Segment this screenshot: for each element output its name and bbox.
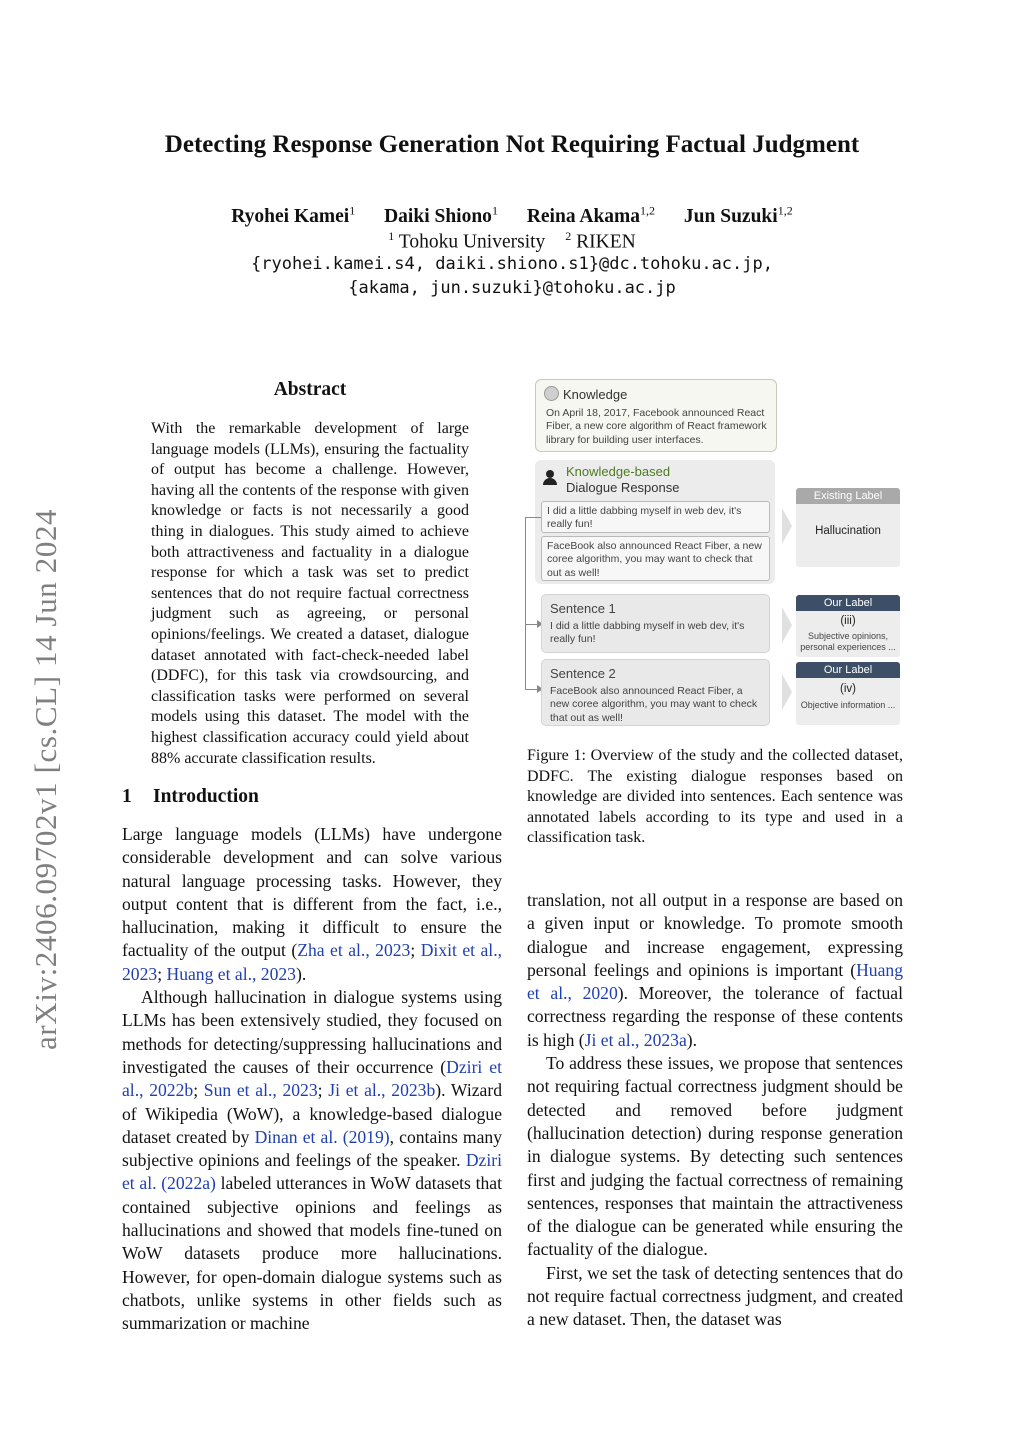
knowledge-title: Knowledge	[563, 387, 628, 402]
label-description: Objective information ...	[800, 700, 896, 710]
label-value: (iv)	[840, 683, 856, 695]
sentence-2-box	[541, 659, 770, 726]
response-sentence-1: I did a little dabbing myself in web dev, it's really fun!	[541, 501, 770, 533]
email-line: {akama, jun.suzuki}@tohoku.ac.jp	[348, 278, 676, 298]
abstract-text: With the remarkable development of large language models (LLMs), ensuring the factuality of output has become a challenge. However, having all the contents of the response with given knowledge or facts is not necessarily a good thing in dialogues. This study aimed to achieve both attractiveness and factuality in a dialogue response for which a task was set to predict sentences that do not require factual correctness judgment such as agreeing, or personal opinions/feelings. We created a dataset, dialogue dataset annotated with fact-check-needed label (DDFC), for this task via crowdsourcing, and classification tasks were performed on several models using this dataset. The model with the highest classification accuracy could yield about 88% accurate classification results.	[151, 420, 469, 767]
left-column-body	[122, 823, 502, 1336]
sentence-label: Sentence 1	[550, 601, 616, 616]
citation-link[interactable]: (2022a)	[161, 1173, 216, 1194]
paragraph: Although hallucination in dialogue systems using LLMs has been extensively studied, they focused on methods for detecting/suppressing hallucinations and investigated the causes of their occurrence (Dziri et al., 2022b; Sun et al., 2023; Ji et al., 2023b). Wizard of Wikipedia (WoW), a knowledge-based dialogue dataset created by Dinan et al. (2019), contains many subjective opinions and feelings of the speaker. Dziri et al. (2022a) labeled utterances in WoW datasets that contained subjective opinions and feelings as hallucinations and showed that models fine-tuned on WoW datasets produce more hallucinations. However, for open-domain dialogue systems such as chatbots, unlike systems in other fields such as summarization or machine	[122, 987, 502, 1334]
sentence-label: Sentence 2	[550, 666, 616, 681]
chevron-right-icon	[782, 674, 792, 710]
label-description: Subjective opinions, personal experiences ...	[800, 631, 896, 652]
label-value: (iii)	[840, 615, 856, 627]
wikipedia-globe-icon	[544, 386, 559, 401]
right-column-body	[527, 889, 903, 1332]
existing-label-panel	[796, 488, 900, 567]
citation-link[interactable]: (2019)	[342, 1126, 390, 1147]
connector-line	[525, 517, 541, 518]
label-value: Hallucination	[815, 525, 881, 537]
author: Reina Akama$^{1,2}$	[526, 203, 656, 227]
kb-subtitle: Dialogue Response	[566, 480, 680, 495]
citation-link[interactable]: Dziri et al., 2022b	[122, 1056, 502, 1101]
label-header: Our Label	[796, 595, 900, 611]
citation-link[interactable]: Dinan et al.	[254, 1126, 338, 1147]
response-sentence-2: FaceBook also announced React Fiber, a new coree algorithm, you may want to check that out as well!	[541, 536, 770, 581]
our-label-panel	[796, 595, 900, 657]
our-label-panel	[796, 662, 900, 725]
citation-link[interactable]: Dixit et al., 2023	[122, 940, 502, 984]
citation-link[interactable]: Dziri et al.	[122, 1150, 502, 1194]
arxiv-identifier: arXiv:2406.09702v1 [cs.CL] 14 Jun 2024	[28, 508, 63, 1050]
author: Daiki Shiono$^1$	[384, 203, 498, 227]
sentence-text: I did a little dabbing myself in web dev, it's really fun!	[550, 620, 745, 646]
paragraph: To address these issues, we propose that sentences not requiring factual correctness judgment should be detected and removed before judgment (hallucination detection) during response generation in dialogue systems. By detecting such sentences first and judging the factual correctness of remaining sentences, responses that maintain the attractiveness of the dialogue can be generated while ensuring the factuality of the dialogue.	[527, 1053, 903, 1260]
section-heading: 1 Introduction	[122, 786, 259, 807]
sentence-1-box	[541, 594, 770, 653]
citation-link[interactable]: Huang et al., 2020	[527, 959, 903, 1004]
affiliations: $^1$ Tohoku University $^2$ RIKEN	[388, 229, 636, 253]
author: Jun Suzuki$^{1,2}$	[683, 203, 793, 227]
abstract-heading: Abstract	[273, 379, 347, 400]
person-icon	[543, 470, 557, 486]
citation-link[interactable]: Zha et al., 2023	[297, 940, 411, 961]
chevron-right-icon	[782, 607, 792, 643]
citation-link[interactable]: Huang et al., 2023	[166, 963, 296, 984]
email-line: {ryohei.kamei.s4, daiki.shiono.s1}@dc.tohoku.ac.jp,	[251, 254, 773, 274]
author: Ryohei Kamei$^1$	[231, 203, 356, 227]
citation-link[interactable]: Ji et al., 2023b	[328, 1080, 436, 1101]
paper-title: Detecting Response Generation Not Requiring Factual Judgment	[164, 131, 860, 158]
kb-title: Knowledge-based	[566, 464, 671, 479]
paragraph: translation, not all output in a response are based on a given input or knowledge. To promote smooth dialogue and increase engagement, expressing personal feelings and opinions is important (Huang et al., 2020). Moreover, the tolerance of factual correctness regarding the response of these contents is high (Ji et al., 2023a).	[527, 890, 903, 1050]
citation-link[interactable]: Sun et al., 2023	[203, 1080, 318, 1101]
sentence-text: FaceBook also announced React Fiber, a new coree algorithm, you may want to check that out as well!	[550, 685, 758, 724]
paragraph: Large language models (LLMs) have undergone considerable development and can solve various natural language processing tasks. However, they output content that is different from the fact, i.e., hallucination, making it difficult to ensure the factuality of the output (Zha et al., 2023; Dixit et al., 2023; Huang et al., 2023).	[122, 824, 502, 984]
chevron-right-icon	[782, 508, 792, 544]
knowledge-text: On April 18, 2017, Facebook announced React Fiber, a new core algorithm of React framework library for building user interfaces.	[546, 407, 767, 446]
label-header: Our Label	[796, 662, 900, 678]
connector-line	[525, 517, 526, 689]
citation-link[interactable]: Ji et al., 2023a	[584, 1029, 687, 1050]
label-header: Existing Label	[796, 488, 900, 504]
figure-caption: Figure 1: Overview of the study and the collected dataset, DDFC. The existing dialogue responses based on knowledge are divided into sentences. Each sentence was annotated labels according to its type and used in a classification task.	[527, 747, 903, 847]
author-list	[0, 203, 1024, 228]
knowledge-box	[535, 379, 777, 452]
paragraph: First, we set the task of detecting sentences that do not require factual correctness judgment, and created a new dataset. Then, the dataset was	[527, 1262, 903, 1330]
